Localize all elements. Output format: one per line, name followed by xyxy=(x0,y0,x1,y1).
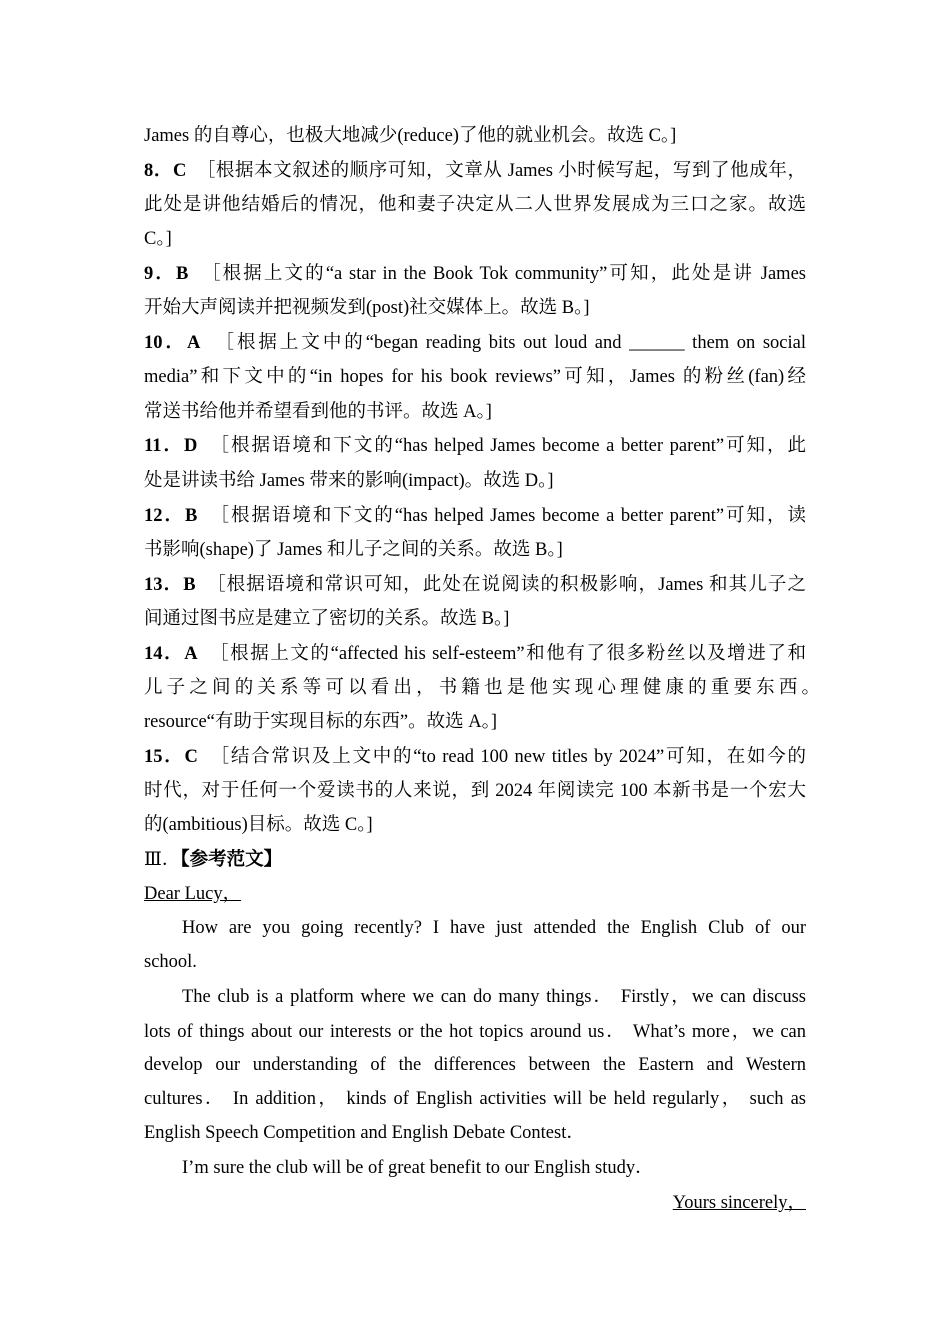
item-explanation: ［根据语境和下文的“has helped James become a better parent”可知，读 xyxy=(210,506,806,526)
item-13-line-1 xyxy=(144,572,806,598)
item-15-line-1 xyxy=(144,744,806,770)
item-number: 14． xyxy=(144,644,185,664)
blank-underline: ______ xyxy=(629,333,685,353)
item-number: 10． xyxy=(144,333,187,353)
item-number: 8． xyxy=(144,161,173,181)
item-explanation: ［根据语境和常识可知，此处在说阅读的积极影响，James 和其儿子之 xyxy=(207,575,807,595)
item-15-line-2: 时代，对于任何一个爱读书的人来说，到 2024 年阅读完 100 本新书是一个宏大 xyxy=(144,781,806,801)
letter-p2-line-1: The club is a platform where we can do many things． Firstly，we can discuss xyxy=(182,987,806,1007)
item-answer: B xyxy=(176,264,189,284)
section-heading xyxy=(144,847,806,873)
item-explanation-cont: them on social xyxy=(684,333,806,353)
item-12-line-1 xyxy=(144,503,806,529)
item-13-line-2: 间通过图书应是建立了密切的关系。故选 B。] xyxy=(144,609,510,629)
item-12-line-2: 书影响(shape)了 James 和儿子之间的关系。故选 B。] xyxy=(144,540,563,560)
item-10-line-3: 常送书给他并希望看到他的书评。故选 A。] xyxy=(144,402,492,422)
item-14-line-3: resource“有助于实现目标的东西”。故选 A。] xyxy=(144,712,497,732)
item-answer: B xyxy=(183,575,196,595)
item-10-line-2: media”和下文中的“in hopes for his book reviews”可知，James 的粉丝(fan)经 xyxy=(144,367,806,387)
item-number: 13． xyxy=(144,575,184,595)
item-number: 12． xyxy=(144,506,185,526)
letter-p2-line-4: cultures． In addition， kinds of English activities will be held regularly， such as xyxy=(144,1089,806,1109)
item-9-line-2: 开始大声阅读并把视频发到(post)社交媒体上。故选 B。] xyxy=(144,298,590,318)
item-explanation: ［根据本文叙述的顺序可知，文章从 James 小时候写起，写到了他成年， xyxy=(196,161,806,181)
item-explanation: ［根据上文中的“began reading bits out loud and xyxy=(215,333,630,353)
item-15-line-3: 的(ambitious)目标。故选 C。] xyxy=(144,815,373,835)
item-explanation: ［根据语境和下文的“has helped James become a better parent”可知，此 xyxy=(210,436,806,456)
item-14-line-1 xyxy=(144,641,806,667)
item-8-line-1 xyxy=(144,158,806,184)
item-explanation: ［根据上文的“affected his self-esteem”和他有了很多粉丝以及增进了和 xyxy=(210,644,806,664)
item-explanation: ［根据上文的“a star in the Book Tok community”可知，此处是讲 James xyxy=(201,264,806,284)
letter-p3: I’m sure the club will be of great benefit to our English study． xyxy=(182,1158,654,1178)
item-10-line-1 xyxy=(144,330,806,356)
section-number: Ⅲ． xyxy=(144,850,181,870)
item-answer: C xyxy=(172,161,187,181)
letter-p1-line-1: How are you going recently? I have just attended the English Club of our xyxy=(182,918,806,938)
letter-greeting: Dear Lucy， xyxy=(144,884,242,904)
item-8-line-2: 此处是讲他结婚后的情况，他和妻子决定从二人世界发展成为三口之家。故选 xyxy=(144,195,806,215)
section-title: 【参考范文】 xyxy=(180,850,283,870)
item-answer: B xyxy=(184,506,198,526)
item-9-line-1 xyxy=(144,261,806,287)
item-14-line-2: 儿子之间的关系等可以看出，书籍也是他实现心理健康的重要东西。 xyxy=(144,678,820,698)
letter-closing xyxy=(144,1190,806,1216)
item-explanation: ［结合常识及上文中的“to read 100 new titles by 2024”可知，在如今的 xyxy=(210,747,806,767)
item-answer: D xyxy=(183,436,198,456)
item-8-line-3: C。] xyxy=(144,229,172,249)
item-11-line-1 xyxy=(144,433,806,459)
item-number: 9． xyxy=(144,264,177,284)
item-answer: A xyxy=(186,333,201,353)
item-number: 11． xyxy=(144,436,184,456)
letter-p2-line-2: lots of things about our interests or the hot topics around us． What’s more，we can xyxy=(144,1022,806,1042)
letter-p2-line-3: develop our understanding of the differences between the Eastern and Western xyxy=(144,1055,806,1075)
continued-explanation-line: James 的自尊心，也极大地减少(reduce)了他的就业机会。故选 C。] xyxy=(144,126,677,146)
item-11-line-2: 处是讲读书给 James 带来的影响(impact)。故选 D。] xyxy=(144,471,554,491)
letter-p1-line-2: school. xyxy=(144,952,197,972)
closing-text: Yours sincerely， xyxy=(672,1193,806,1213)
letter-p2-line-5: English Speech Competition and English Debate Contest． xyxy=(144,1123,585,1143)
item-answer: A xyxy=(184,644,198,664)
item-answer: C xyxy=(184,747,198,767)
item-number: 15． xyxy=(144,747,185,767)
